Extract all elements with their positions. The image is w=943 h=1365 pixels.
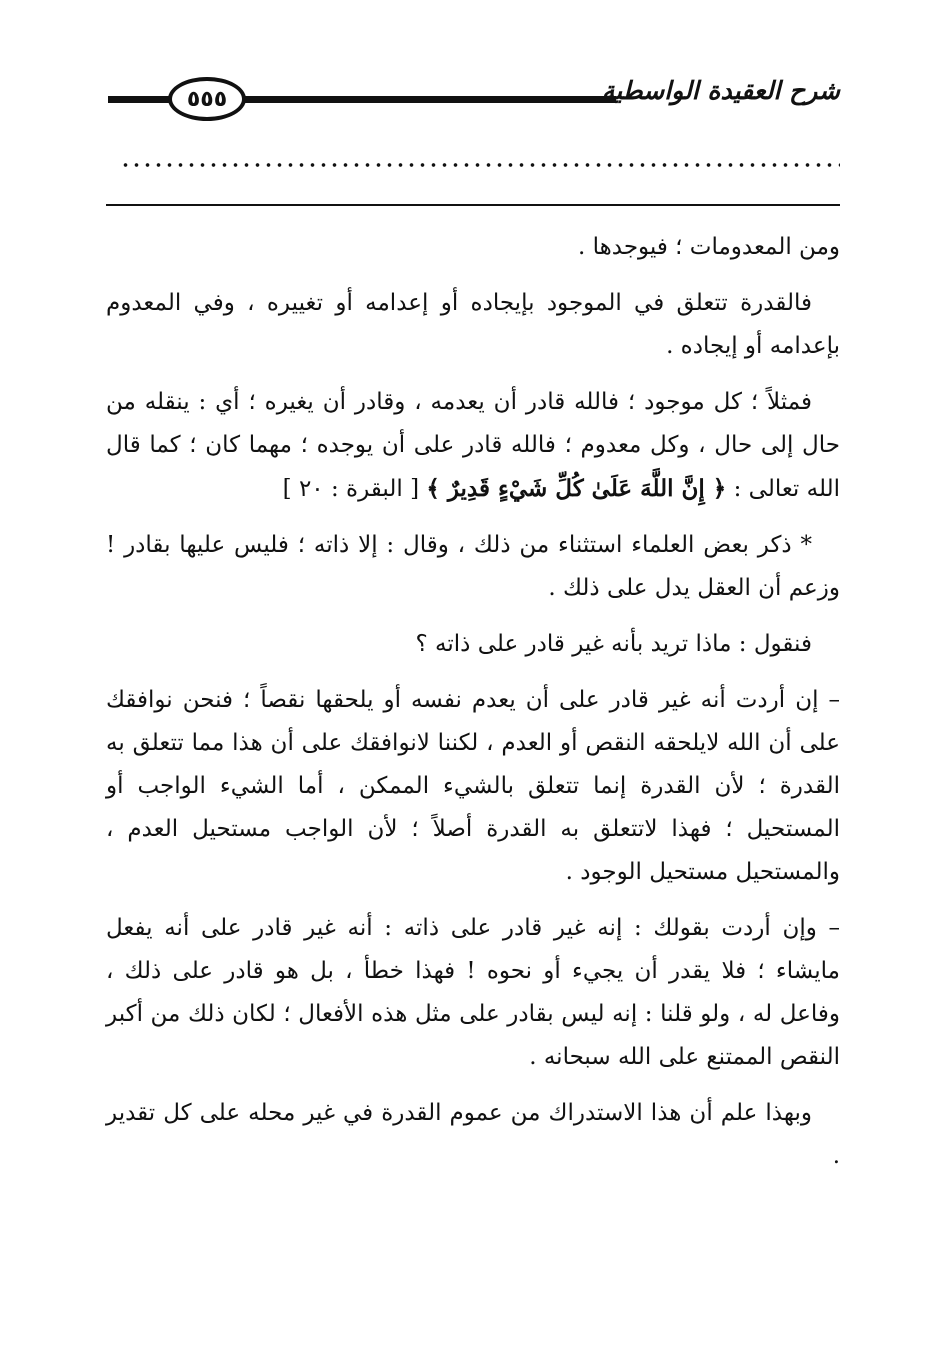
page-body: [106, 226, 840, 1191]
paragraph-4: * ذكر بعض العلماء استثناء من ذلك ، وقال : إلا ذاته ؛ فليس عليها بقادر ! وزعم أن العقل يدل على ذلك .: [106, 532, 840, 601]
page-header: [108, 70, 840, 130]
dotted-divider: [120, 160, 840, 170]
paragraph-6: – إن أردت أنه غير قادر على أن يعدم نفسه أو يلحقها نقصاً ؛ فنحن نوافقك على أن الله لايلحقه النقص أو العدم ، لكننا لانوافقك على أن هذا مما تتعلق به القدرة ؛ لأن القدرة إنما تتعلق بالشيء الممكن ، أما الشيء الواجب أو المستحيل ؛ فهذا لاتتعلق به القدرة أصلاً ؛ لأن الواجب مستحيل العدم ، والمستحيل مستحيل الوجود .: [106, 687, 840, 885]
book-title: شرح العقيدة الواسطية: [601, 76, 840, 105]
paragraph-5: فنقول : ماذا تريد بأنه غير قادر على ذاته ؟: [415, 631, 812, 657]
paragraph-8: وبهذا علم أن هذا الاستدراك من عموم القدرة في غير محله على كل تقدير .: [106, 1100, 840, 1169]
quran-verse: ﴿ إِنَّ اللَّهَ عَلَىٰ كُلِّ شَيْءٍ قَدِيرٌ ﴾: [426, 475, 727, 502]
paragraph-1: ومن المعدومات ؛ فيوجدها .: [578, 234, 840, 260]
paragraph-7: – وإن أردت بقولك : إنه غير قادر على ذاته : أنه غير قادر على أنه يفعل مايشاء ؛ فلا يقدر أن يجيء أو نحوه ! فهذا خطأ ، بل هو قادر على ذلك ، وفاعل له ، ولو قلنا : إنه ليس بقادر على مثل هذه الأفعال ؛ لكان ذلك من أكبر النقص الممتنع على الله سبحانه .: [106, 915, 841, 1070]
paragraph-2: فالقدرة تتعلق في الموجود بإيجاده أو إعدامه أو تغييره ، وفي المعدوم بإعدامه أو إيجاده .: [106, 290, 840, 359]
paragraph-3: [106, 381, 840, 511]
page-number: ٥٥٥: [168, 77, 246, 121]
verse-reference: [ البقرة : ٢٠ ]: [282, 476, 427, 502]
header-separator-line: [106, 204, 840, 206]
header-rule-right: [244, 96, 616, 103]
header-rule-left: [108, 96, 170, 103]
paragraph-3-text: فمثلاً ؛ كل موجود ؛ فالله قادر أن يعدمه ، وقادر أن يغيره ؛ أي : ينقله من حال إلى حال ، وكل معدوم ؛ فالله قادر على أن يوجده ؛ مهما كان ؛ كما قال الله تعالى :: [106, 389, 840, 502]
